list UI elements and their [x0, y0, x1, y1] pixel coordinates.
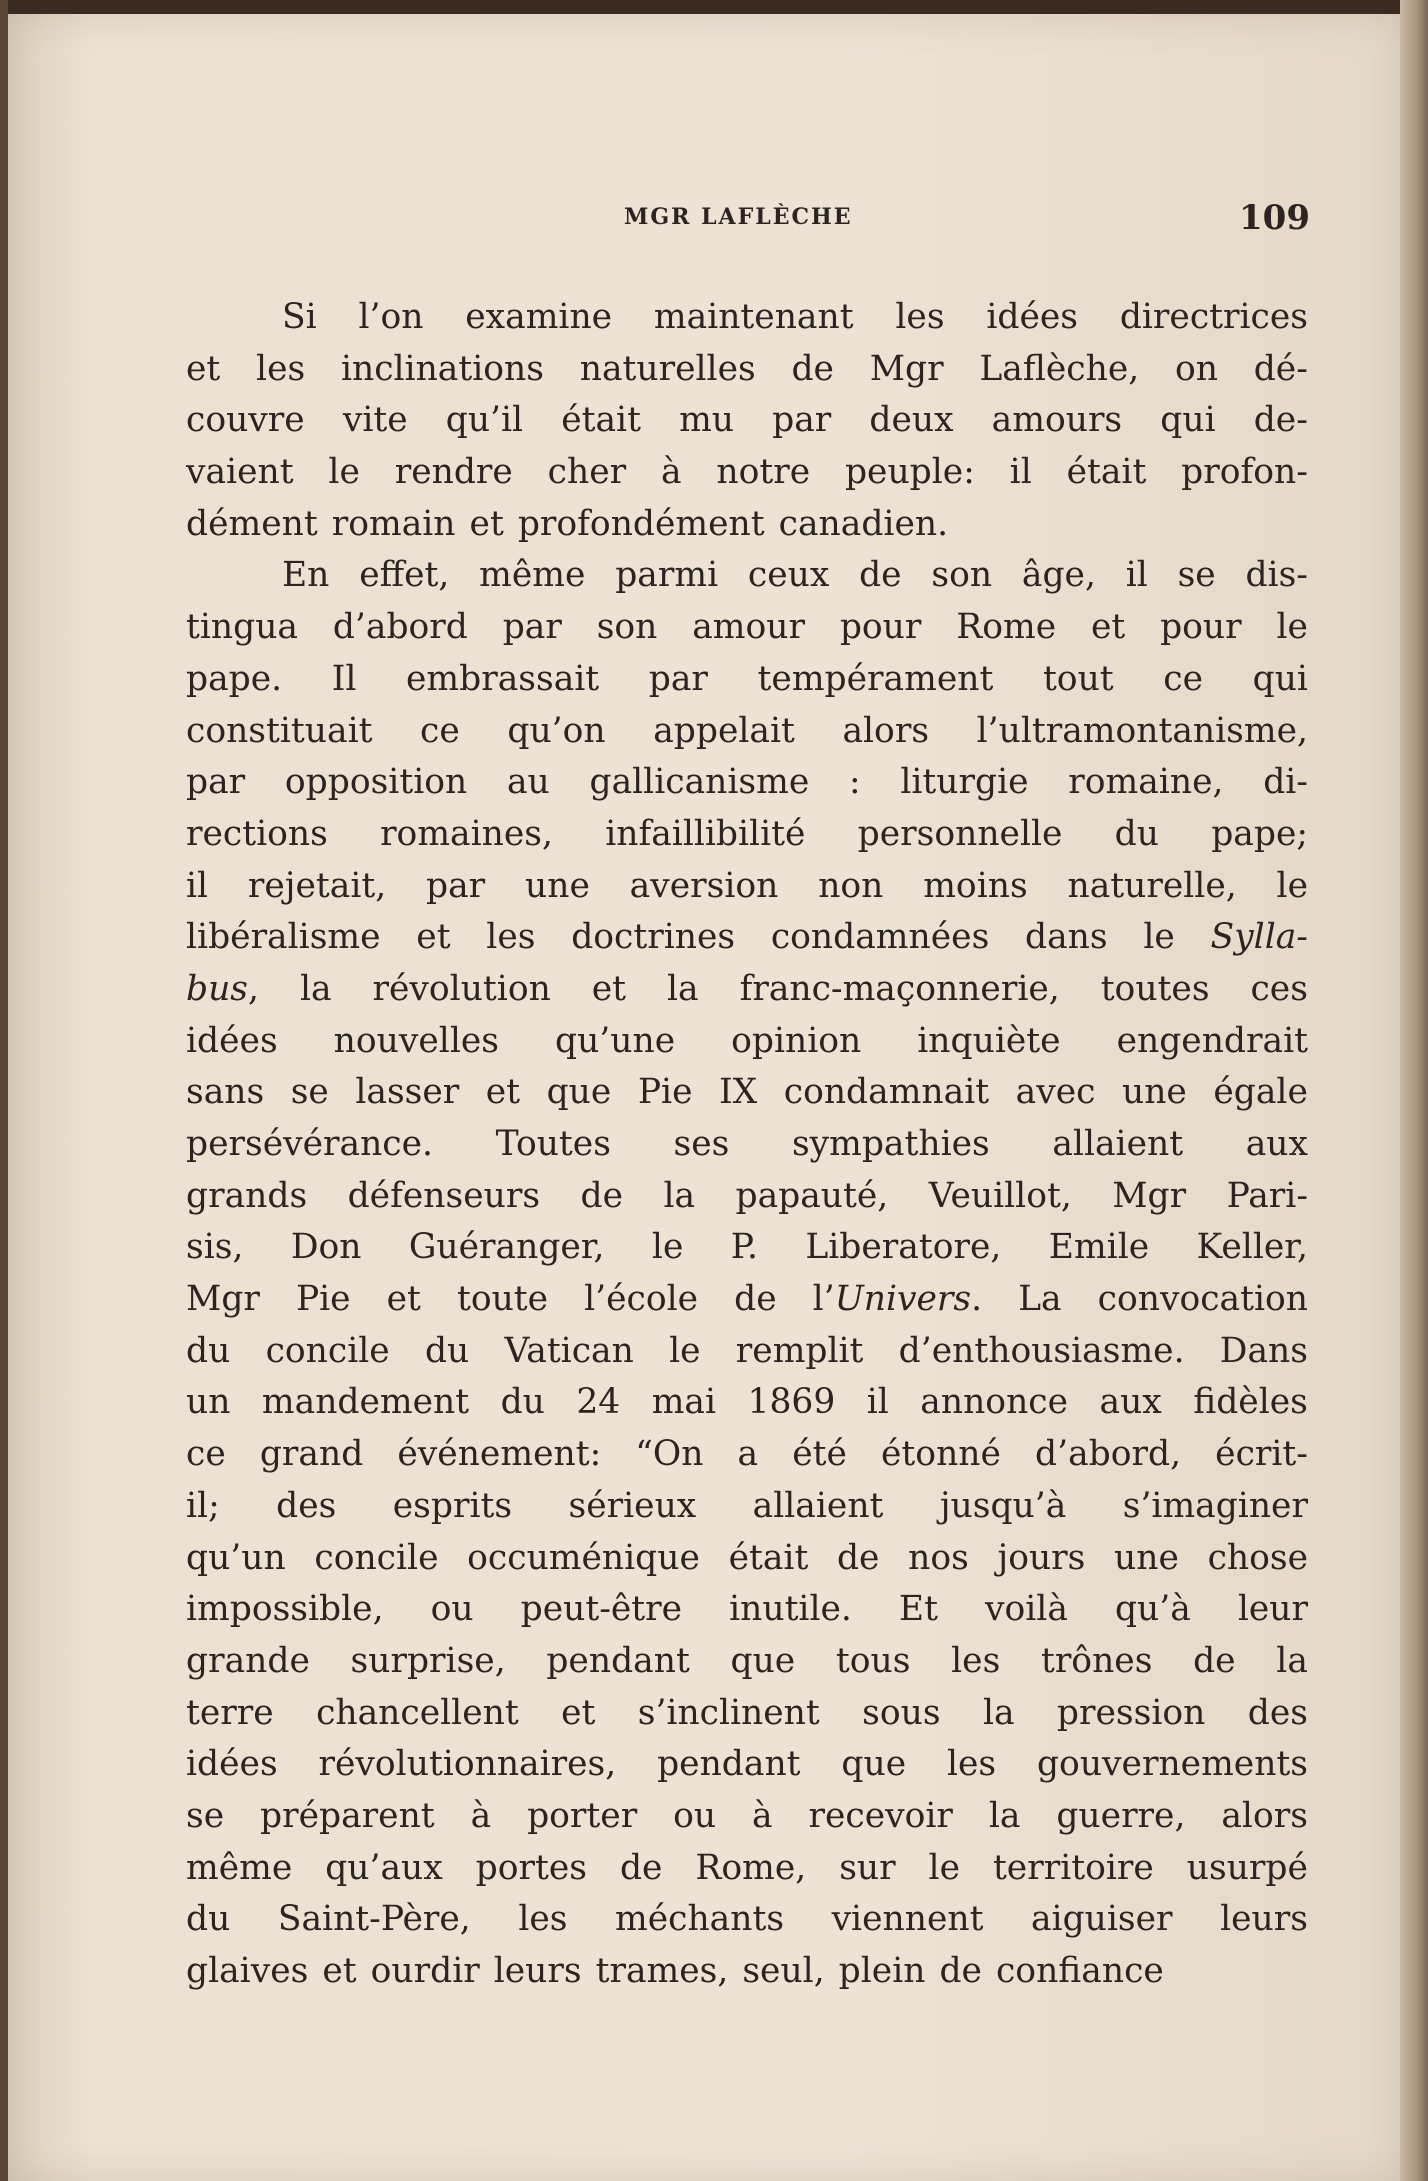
text-line: libéralisme et les doctrines condamnées dans le Sylla- — [186, 917, 1308, 958]
text-line: glaives et ourdir leurs trames, seul, plein de confiance — [186, 1951, 1164, 1991]
text-line: Mgr Pie et toute l’école de l’Univers. La convocation — [186, 1279, 1308, 1320]
text-line: pape. Il embrassait par tempérament tout ce qui — [186, 658, 1308, 699]
text-line: même qu’aux portes de Rome, sur le territoire usurpé — [186, 1847, 1308, 1888]
text-line: sans se lasser et que Pie IX condamnait avec une égale — [186, 1072, 1308, 1113]
paragraph — [186, 292, 1308, 550]
text-line: un mandement du 24 mai 1869 il annonce aux fidèles — [186, 1382, 1308, 1423]
text-line: Si l’on examine maintenant les idées directrices — [282, 297, 1308, 337]
text-line: qu’un concile occuménique était de nos jours une chose — [186, 1537, 1308, 1578]
text-line: couvre vite qu’il était mu par deux amours qui de- — [186, 400, 1308, 441]
text-line: ce grand événement: “On a été étonné d’abord, écrit- — [186, 1434, 1308, 1475]
text-line: En effet, même parmi ceux de son âge, il se dis- — [282, 555, 1308, 596]
text-line: dément romain et profondément canadien. — [186, 503, 949, 544]
text-line: persévérance. Toutes ses sympathies allaient aux — [186, 1124, 1308, 1164]
text-line: il; des esprits sérieux allaient jusqu’à s’imaginer — [186, 1485, 1308, 1526]
text-line: grands défenseurs de la papauté, Veuillot, Mgr Pari- — [186, 1175, 1308, 1216]
text-line: se préparent à porter ou à recevoir la guerre, alors — [186, 1795, 1308, 1836]
text-line: rections romaines, infaillibilité personnelle du pape; — [186, 813, 1308, 854]
running-title: MGR LAFLÈCHE — [624, 204, 853, 230]
page-header — [190, 198, 1310, 244]
text-line: tingua d’abord par son amour pour Rome et pour le — [186, 607, 1308, 648]
paragraph — [186, 550, 1308, 1997]
text-line: sis, Don Guéranger, le P. Liberatore, Emile Keller, — [186, 1227, 1308, 1268]
text-line: du Saint-Père, les méchants viennent aiguiser leurs — [186, 1899, 1308, 1940]
text-line: par opposition au gallicanisme : liturgie romaine, di- — [186, 762, 1308, 803]
body-text — [186, 292, 1308, 1998]
text-line: il rejetait, par une aversion non moins naturelle, le — [186, 865, 1308, 906]
page-number: 109 — [1239, 198, 1310, 238]
text-line: idées nouvelles qu’une opinion inquiète engendrait — [186, 1020, 1308, 1061]
text-line: du concile du Vatican le remplit d’enthousiasme. Dans — [186, 1330, 1308, 1371]
text-line: terre chancellent et s’inclinent sous la pression des — [186, 1692, 1308, 1733]
page-edge — [1400, 0, 1428, 2181]
text-line: bus, la révolution et la franc-maçonnerie, toutes ces — [186, 968, 1308, 1009]
book-gutter — [0, 0, 8, 2181]
text-line: grande surprise, pendant que tous les trônes de la — [186, 1640, 1308, 1681]
text-line: et les inclinations naturelles de Mgr Laflèche, on dé- — [186, 348, 1308, 389]
text-line: impossible, ou peut-être inutile. Et voilà qu’à leur — [186, 1589, 1308, 1630]
text-line: constituait ce qu’on appelait alors l’ultramontanisme, — [186, 710, 1308, 751]
text-line: vaient le rendre cher à notre peuple: il était profon- — [186, 452, 1308, 493]
text-line: idées révolutionnaires, pendant que les gouvernements — [186, 1744, 1308, 1785]
